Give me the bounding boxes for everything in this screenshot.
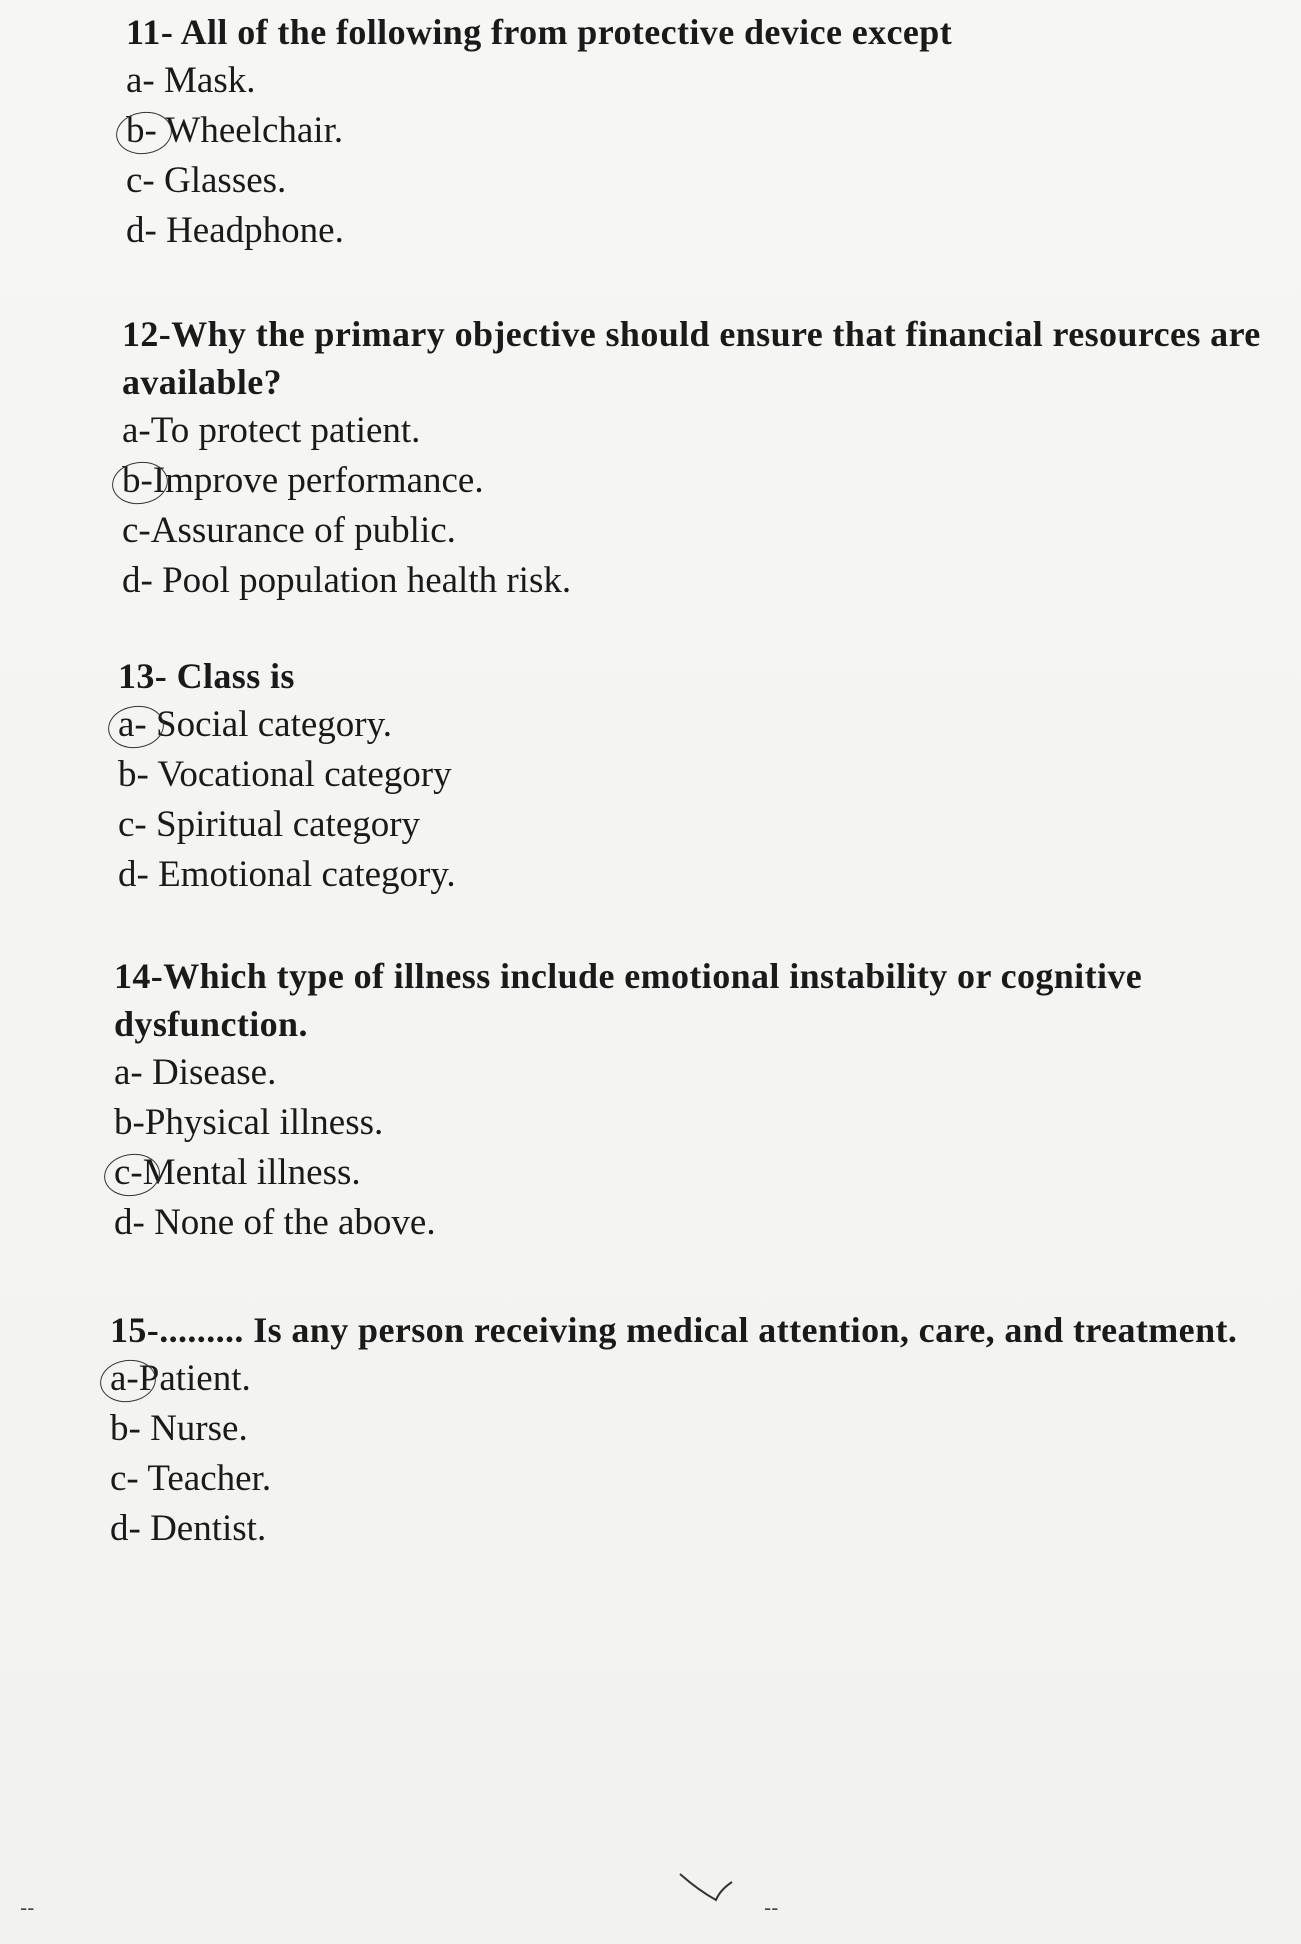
- option-text: Disease.: [142, 1052, 277, 1093]
- question-title: 15-......... Is any person receiving medical attention, care, and treatment.: [110, 1310, 1238, 1350]
- option-text: Pool population health risk.: [152, 560, 572, 601]
- option-c: [126, 156, 1301, 206]
- option-text: Physical illness.: [144, 1102, 384, 1143]
- option-a: [118, 700, 1301, 750]
- handwritten-check-icon: [676, 1860, 746, 1910]
- option-c: [122, 506, 1301, 556]
- option-label-circled: c-: [114, 1148, 143, 1198]
- option-label: d-: [110, 1508, 141, 1549]
- option-d: [118, 850, 1301, 900]
- option-b: [122, 456, 1301, 506]
- option-b: [118, 750, 1301, 800]
- option-a: [114, 1048, 1301, 1098]
- question-title: 12-Why the primary objective should ensure that financial resources are available?: [122, 314, 1261, 402]
- question-11: [126, 8, 1301, 256]
- option-text: Teacher.: [138, 1458, 272, 1499]
- option-b: [126, 106, 1301, 156]
- option-label: a-: [114, 1052, 143, 1093]
- option-label: a-: [126, 60, 155, 101]
- option-text: Improve performance.: [152, 460, 484, 501]
- option-text: To protect patient.: [150, 410, 421, 451]
- question-13: [118, 652, 1301, 900]
- option-label-circled: a-: [110, 1354, 139, 1404]
- option-label-circled: b-: [122, 456, 153, 506]
- option-d: [114, 1198, 1301, 1248]
- question-14: [114, 952, 1301, 1248]
- option-text: Social category.: [146, 704, 392, 745]
- option-text: Nurse.: [140, 1408, 248, 1449]
- option-c: [114, 1148, 1301, 1198]
- option-c: [110, 1454, 1300, 1504]
- option-c: [118, 800, 1301, 850]
- option-a: [126, 56, 1301, 106]
- option-label: a-: [122, 410, 151, 451]
- option-d: [110, 1504, 1300, 1554]
- option-label: c-: [110, 1458, 139, 1499]
- option-text: Glasses.: [154, 160, 287, 201]
- option-label: d-: [118, 854, 149, 895]
- option-d: [126, 206, 1301, 256]
- option-label: b-: [110, 1408, 141, 1449]
- option-text: Spiritual category: [146, 804, 421, 845]
- question-title: 13- Class is: [118, 656, 295, 696]
- option-label: d-: [126, 210, 157, 251]
- option-label-circled: a-: [118, 700, 147, 750]
- option-d: [122, 556, 1301, 606]
- option-a: [110, 1354, 1300, 1404]
- option-label: b-: [114, 1102, 145, 1143]
- question-title: 11- All of the following from protective device except: [126, 12, 953, 52]
- option-label: c-: [118, 804, 147, 845]
- option-text: Patient.: [138, 1358, 251, 1399]
- option-label: c-: [122, 510, 151, 551]
- option-text: Emotional category.: [148, 854, 456, 895]
- question-title: 14-Which type of illness include emotional instability or cognitive dysfunction.: [114, 956, 1143, 1044]
- option-text: Mask.: [154, 60, 256, 101]
- option-text: Mental illness.: [142, 1152, 361, 1193]
- footer-right-mark: --: [764, 1896, 779, 1920]
- footer-left-mark: --: [20, 1896, 35, 1920]
- option-label: c-: [126, 160, 155, 201]
- option-text: Dentist.: [140, 1508, 267, 1549]
- option-text: None of the above.: [144, 1202, 436, 1243]
- option-b: [114, 1098, 1301, 1148]
- option-label: d-: [122, 560, 153, 601]
- option-a: [122, 406, 1301, 456]
- question-12: [122, 310, 1301, 606]
- option-text: Vocational category: [148, 754, 452, 795]
- question-15: [110, 1306, 1300, 1554]
- option-label: b-: [118, 754, 149, 795]
- option-text: Assurance of public.: [150, 510, 456, 551]
- option-b: [110, 1404, 1300, 1454]
- option-text: Headphone.: [156, 210, 344, 251]
- option-label: d-: [114, 1202, 145, 1243]
- option-label-circled: b-: [126, 106, 157, 156]
- option-text: Wheelchair.: [156, 110, 344, 151]
